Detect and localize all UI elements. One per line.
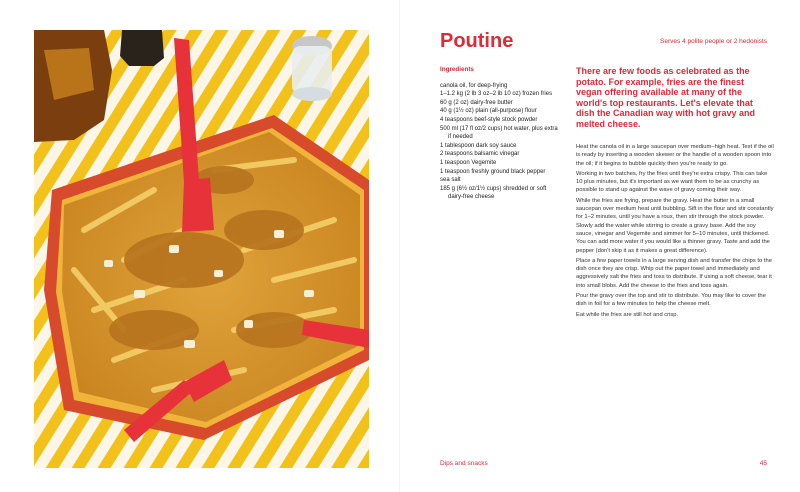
method-step: Place a few paper towels in a large serving dish and transfer the chips to the dish once they are crisp. Whip out the paper towel and immediately and aggressively salt the fries and toss to distribute. If using a soft cheese, tear it into small blobs. Add the cheese to the fries and toss again. [576,257,772,289]
ingredient-item: 1 teaspoon Vegemite [440,159,497,166]
ingredient-item: 4 teaspoons beef-style stock powder [440,116,538,123]
method-step: While the fries are frying, prepare the gravy. Heat the butter in a small saucepan over medium heat until bubbling. Sift in the flour and stir constantly for 1–2 minutes, until you have a roux, then stir through the stock powder. Slowly add the water while stirring to create a gravy base. Add the soy sauce, vinegar and Vegemite and simmer for 5–10 minutes, until thickened. You can add more water if you would like a thinner gravy. Taste and add the pepper (don't skip it as it makes a great difference). [576,197,774,254]
method-step: Heat the canola oil in a large saucepan over medium–high heat. Test if the oil is ready by inserting a wooden skewer or the handle of a wooden spoon into the oil; if it begins to bubble quickly then you're ready to go. [576,144,774,167]
ingredient-item: 40 g (1½ oz) plain (all-purpose) flour [440,108,537,115]
ingredients-list [440,82,558,202]
ingredient-item: 1–1.2 kg (2 lb 3 oz–2 lb 10 oz) frozen fries [440,91,553,98]
ingredient-item: 185 g (6½ oz/1½ cups) shredded or soft dairy-free cheese [440,185,547,201]
ingredient-item: 500 ml (17 fl oz/2 cups) hot water, plus extra if needed [440,125,558,141]
method-step: Eat while the fries are still hot and crisp. [576,311,679,318]
ingredients-section [440,66,558,202]
serves-line: Serves 4 polite people or 2 hedonists [660,38,767,45]
method-step: Pour the gravy over the top and stir to distribute. You may like to cover the dish in foil for a few minutes to help the cheese melt. [576,293,766,308]
page-number: 45 [759,460,767,467]
method-step: Working in two batches, fry the fries until they're extra crispy. This can take 10 plus minutes, but it's important as we want them to be as crunchy as possible to stand up against the wave of gravy coming their way. [576,170,768,194]
ingredients-heading: Ingredients [440,66,474,73]
poutine-photo [34,30,369,468]
ingredient-item: sea salt [440,177,461,184]
recipe-title: Poutine [440,30,514,52]
ingredient-item: 1 teaspoon freshly ground black pepper [440,168,546,175]
footer-section-name: Dips and snacks [440,460,488,467]
ingredient-item: 2 teaspoons balsamic vinegar [440,151,520,158]
ingredient-item: canola oil, for deep-frying [440,82,508,89]
method-section [576,143,774,321]
recipe-intro: There are few foods as celebrated as the potato. For example, fries are the finest vegan offering available at many of the world's top restaurants. Let's elevate that dish the Canadian way with hot gravy and melted cheese. [576,66,756,129]
ingredient-item: 60 g (2 oz) dairy-free butter [440,99,513,106]
ingredient-item: 1 tablespoon dark soy sauce [440,142,517,149]
